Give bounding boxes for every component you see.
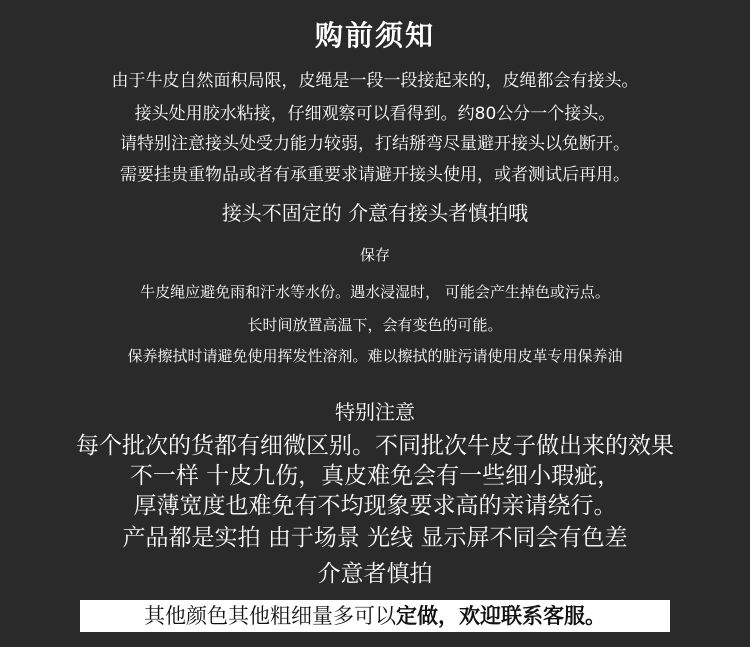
joints-note: 接头不固定的 介意有接头者慎拍哦 [221, 201, 529, 225]
joints-line-1: 由于牛皮自然面积局限，皮绳是一段一段接起来的，皮绳都会有接头。 [111, 71, 639, 91]
special-line-1: 每个批次的货都有细微区别。不同批次牛皮子做出来的效果 [76, 433, 674, 459]
special-line-2: 不一样 十皮九伤，真皮难免会有一些细小瑕疵， [129, 463, 621, 489]
care-line-1: 牛皮绳应避免雨和汗水等水份。遇水浸湿时， 可能会产生掉色或污点。 [140, 283, 610, 301]
banner-bold-text: 定做，欢迎联系客服。 [396, 604, 606, 628]
special-heading: 特别注意 [335, 400, 415, 424]
special-line-3: 厚薄宽度也难免有不均现象要求高的亲请绕行。 [133, 493, 617, 519]
joints-line-2: 接头处用胶水粘接，仔细观察可以看得到。约80公分一个接头。 [134, 104, 616, 124]
banner-text: 其他颜色其他粗细量多可以 [144, 604, 396, 628]
joints-line-4: 需要挂贵重物品或者有承重要求请避开接头使用，或者测试后再用。 [120, 165, 630, 185]
special-line-5: 介意者慎拍 [317, 561, 433, 587]
care-line-3: 保养擦拭时请避免使用挥发性溶剂。难以擦拭的脏污请使用皮革专用保养油 [127, 347, 623, 365]
special-line-4: 产品都是实拍 由于场景 光线 显示屏不同会有色差 [122, 525, 628, 551]
page-title: 购前须知 [314, 19, 435, 52]
care-line-2: 长时间放置高温下，会有变色的可能。 [247, 316, 503, 334]
custom-order-banner [80, 600, 670, 632]
joints-line-3: 请特别注意接头处受力能力较弱，打结掰弯尽量避开接头以免断开。 [120, 134, 630, 154]
care-heading: 保存 [359, 246, 390, 264]
